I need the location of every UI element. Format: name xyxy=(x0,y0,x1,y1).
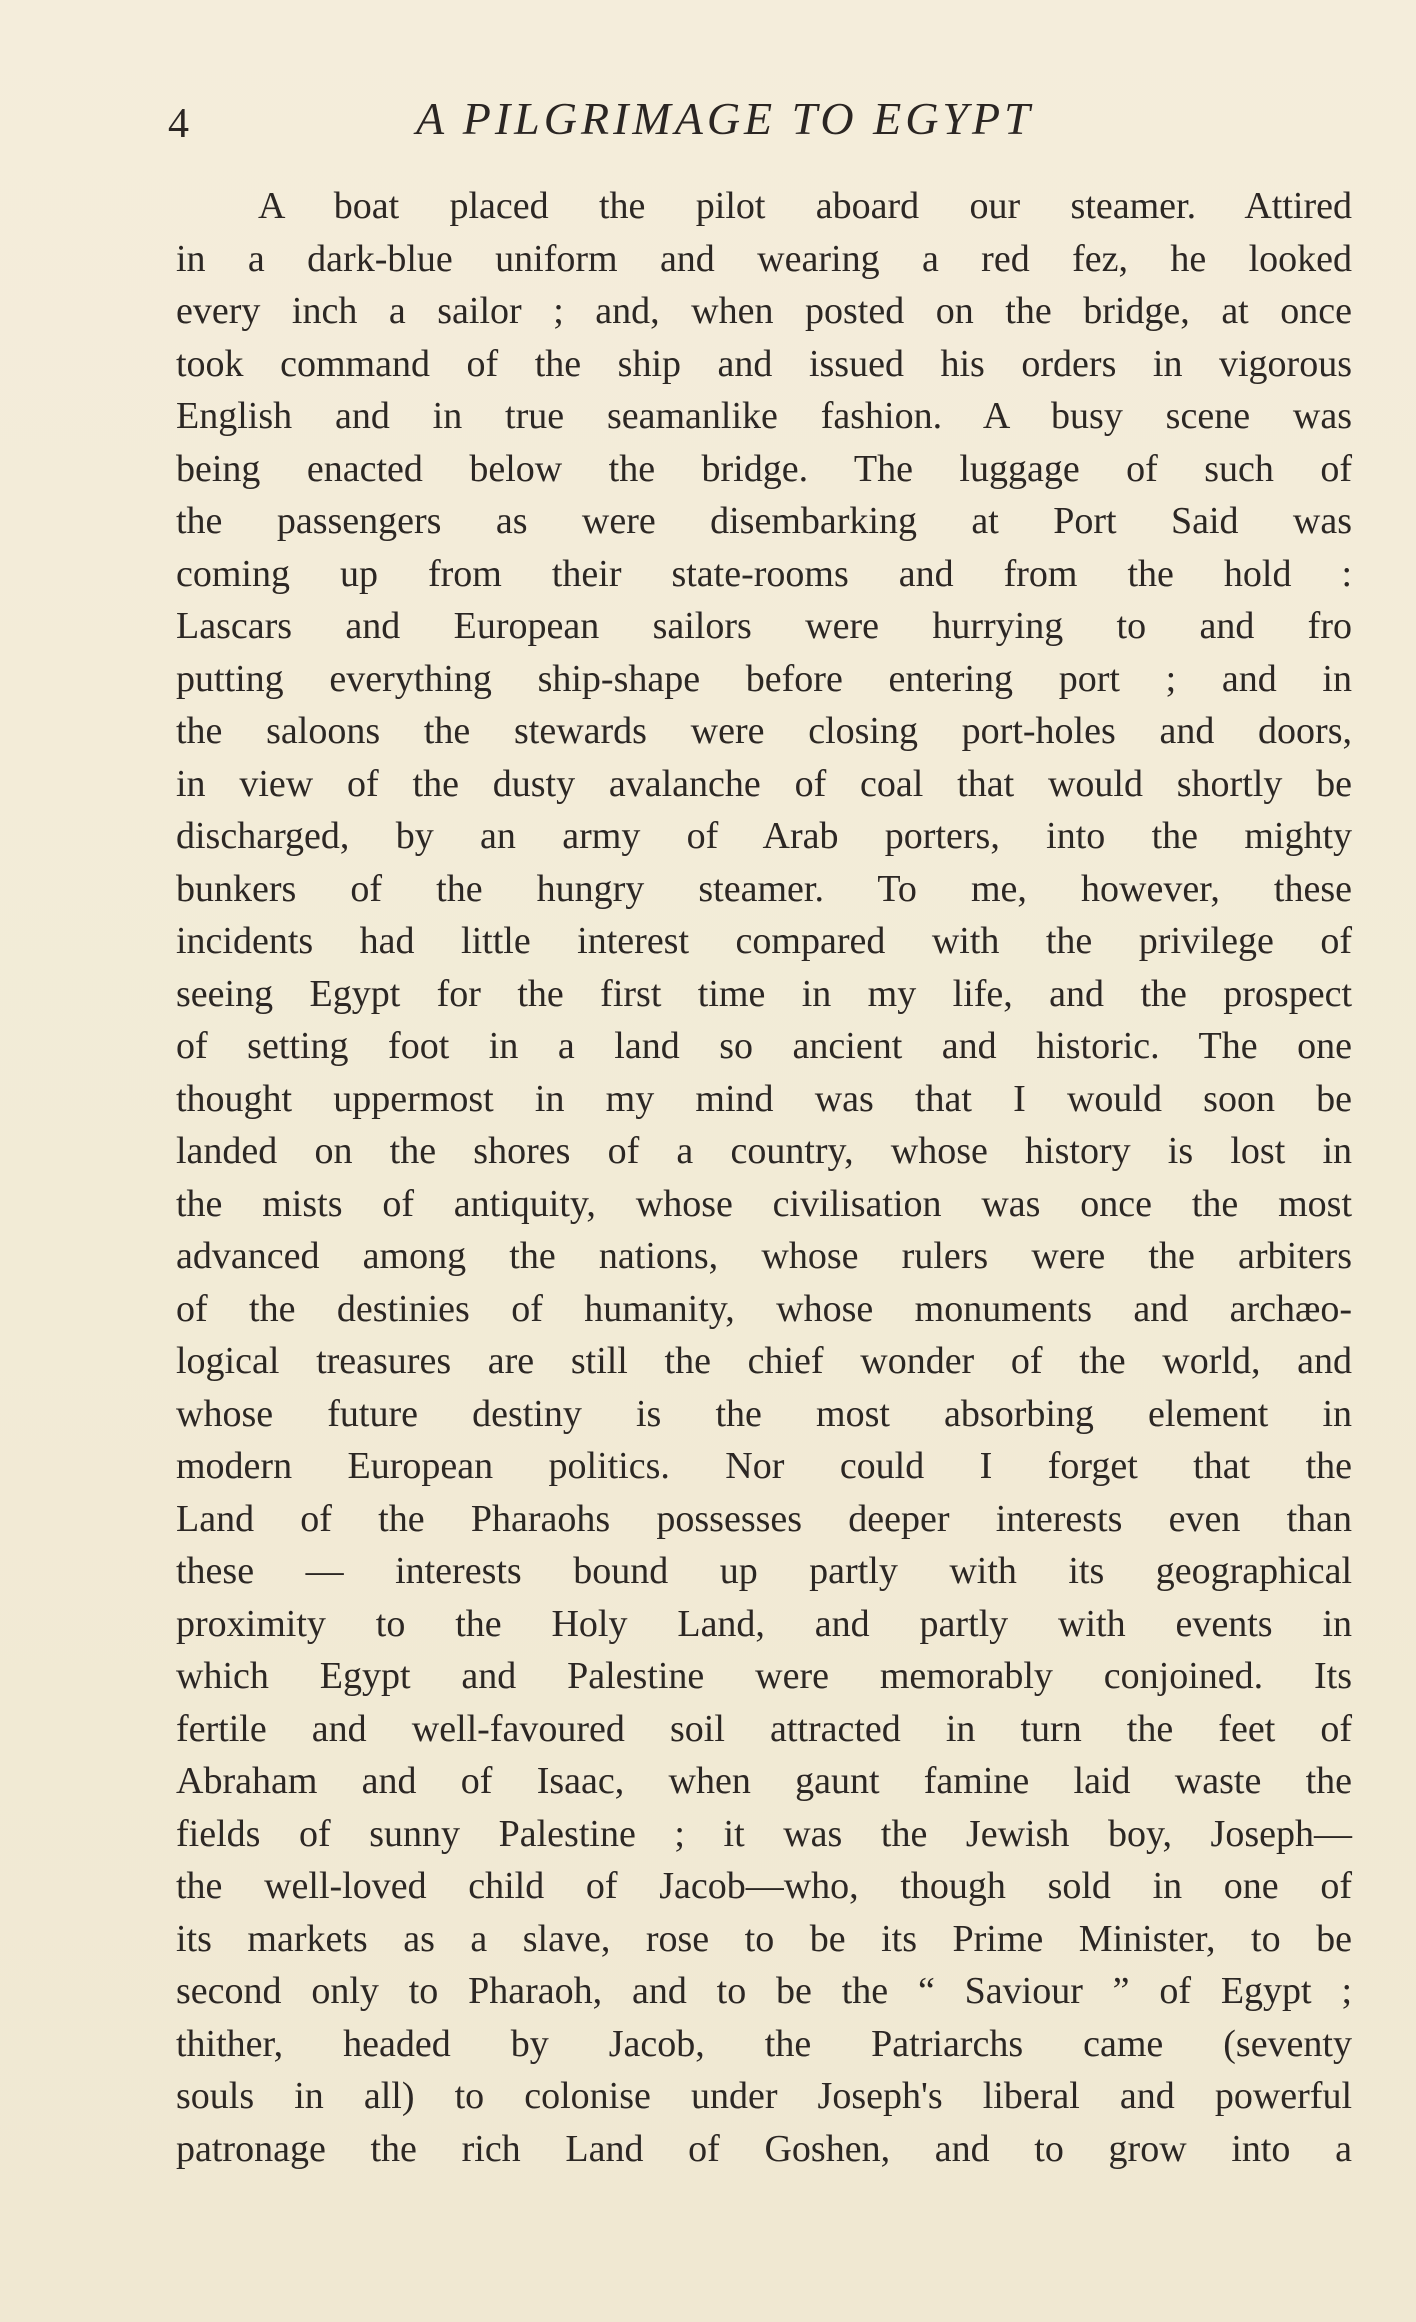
page-header xyxy=(168,92,1168,162)
text-line: Abraham and of Isaac, when gaunt famine laid waste the xyxy=(176,1760,1352,1802)
text-line: souls in all) to colonise under Joseph's liberal and powerful xyxy=(176,2075,1352,2117)
text-line: fertile and well-favoured soil attracted in turn the feet of xyxy=(176,1707,1352,1750)
text-line: A boat placed the pilot aboard our steamer. Attired xyxy=(258,185,1352,227)
text-line: took command of the ship and issued his orders in vigorous xyxy=(176,342,1352,385)
page-number: 4 xyxy=(168,101,189,147)
text-line: the mists of antiquity, whose civilisation was once the most xyxy=(176,1182,1352,1225)
text-line: the saloons the stewards were closing port-holes and doors, xyxy=(176,710,1352,752)
text-line: coming up from their state-rooms and from the hold : xyxy=(176,552,1352,595)
text-line: seeing Egypt for the first time in my life, and the prospect xyxy=(176,972,1352,1015)
text-line: fields of sunny Palestine ; it was the Jewish boy, Joseph— xyxy=(176,1812,1352,1855)
text-line: Lascars and European sailors were hurrying to and fro xyxy=(176,605,1352,647)
text-line: every inch a sailor ; and, when posted on the bridge, at once xyxy=(176,290,1352,332)
text-line: logical treasures are still the chief wonder of the world, and xyxy=(176,1340,1352,1382)
text-line: its markets as a slave, rose to be its Prime Minister, to be xyxy=(176,1917,1352,1960)
text-line: the passengers as were disembarking at Port Said was xyxy=(176,500,1352,542)
text-line: Land of the Pharaohs possesses deeper interests even than xyxy=(176,1497,1352,1540)
running-title: A PILGRIMAGE TO EGYPT xyxy=(416,93,1034,144)
text-line: whose future destiny is the most absorbing element in xyxy=(176,1392,1352,1435)
text-line: these — interests bound up partly with its geographical xyxy=(176,1550,1352,1592)
text-line: thither, headed by Jacob, the Patriarchs came (seventy xyxy=(176,2022,1352,2065)
text-line: incidents had little interest compared with the privilege of xyxy=(176,920,1352,962)
text-line: modern European politics. Nor could I forget that the xyxy=(176,1445,1352,1487)
text-line: proximity to the Holy Land, and partly with events in xyxy=(176,1602,1352,1645)
text-line: discharged, by an army of Arab porters, into the mighty xyxy=(176,815,1352,857)
text-line: putting everything ship-shape before entering port ; and in xyxy=(176,657,1352,700)
body-paragraph xyxy=(176,180,1352,2175)
text-line: in view of the dusty avalanche of coal that would shortly be xyxy=(176,762,1352,805)
text-line: which Egypt and Palestine were memorably conjoined. Its xyxy=(176,1655,1352,1697)
text-line: of setting foot in a land so ancient and historic. The one xyxy=(176,1025,1352,1067)
text-line: advanced among the nations, whose rulers were the arbiters xyxy=(176,1235,1352,1277)
text-line: in a dark-blue uniform and wearing a red fez, he looked xyxy=(176,237,1352,280)
text-line: English and in true seamanlike fashion. A busy scene was xyxy=(176,395,1352,437)
text-line: landed on the shores of a country, whose history is lost in xyxy=(176,1130,1352,1172)
text-line: patronage the rich Land of Goshen, and to grow into a xyxy=(176,2127,1352,2170)
text-line: thought uppermost in my mind was that I would soon be xyxy=(176,1077,1352,1120)
text-line: of the destinies of humanity, whose monuments and archæo- xyxy=(176,1287,1352,1330)
text-line: being enacted below the bridge. The luggage of such of xyxy=(176,447,1352,490)
text-line: bunkers of the hungry steamer. To me, however, these xyxy=(176,867,1352,910)
text-line: the well-loved child of Jacob—who, though sold in one of xyxy=(176,1865,1352,1907)
text-line: second only to Pharaoh, and to be the “ Saviour ” of Egypt ; xyxy=(176,1970,1352,2012)
